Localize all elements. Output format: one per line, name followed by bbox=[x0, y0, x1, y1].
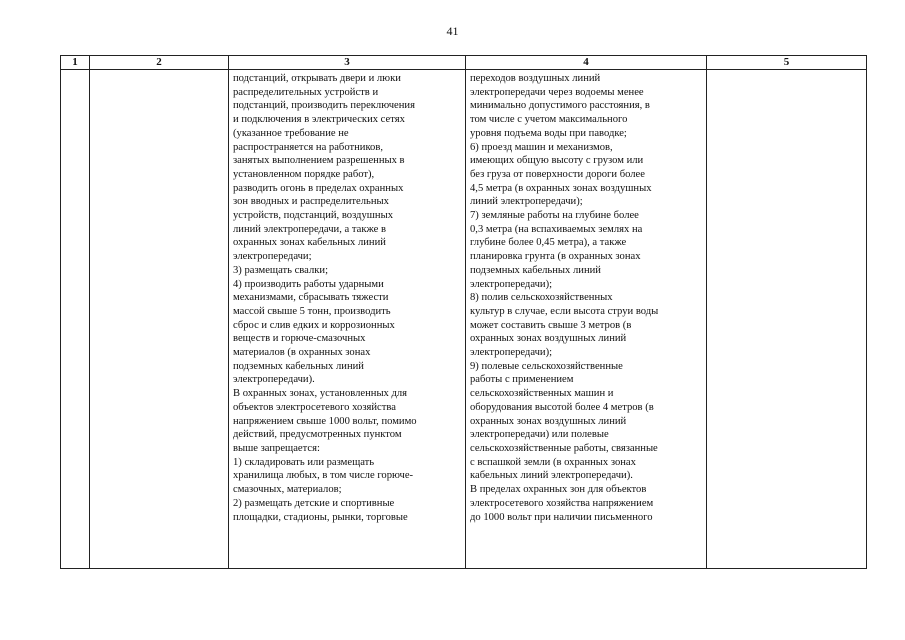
text-line: (указанное требование не bbox=[233, 127, 349, 139]
text-line: установленном порядке работ), bbox=[233, 168, 375, 180]
cell-col-1 bbox=[61, 70, 90, 569]
text-line: подземных кабельных линий bbox=[233, 360, 364, 372]
text-line: В пределах охранных зон для объектов bbox=[470, 484, 647, 496]
text-line: кабельных линий электропередачи). bbox=[470, 470, 633, 482]
text-line: электропередачи) или полевые bbox=[470, 429, 609, 441]
text-line: линий электропередачи); bbox=[470, 196, 583, 208]
text-line: хранилища любых, в том числе горюче- bbox=[233, 470, 414, 482]
text-line: том числе с учетом максимального bbox=[470, 114, 628, 126]
text-line: зон вводных и распределительных bbox=[233, 196, 389, 208]
cell-col-5 bbox=[707, 70, 867, 569]
text-line: 2) размещать детские и спортивные bbox=[233, 497, 395, 509]
text-line: 1) складировать или размещать bbox=[233, 456, 375, 468]
text-line: минимально допустимого расстояния, в bbox=[470, 100, 650, 112]
text-line: распределительных устройств и bbox=[233, 86, 379, 98]
text-line: с вспашкой земли (в охранных зонах bbox=[470, 456, 636, 468]
text-line: электропередачи). bbox=[233, 374, 315, 386]
text-line: 8) полив сельскохозяйственных bbox=[470, 292, 613, 304]
text-line: 0,3 метра (на вспахиваемых землях на bbox=[470, 223, 643, 235]
text-line: линий электропередачи, а также в bbox=[233, 223, 386, 235]
text-line: сельскохозяйственных машин и bbox=[470, 388, 614, 400]
text-line: имеющих общую высоту с грузом или bbox=[470, 155, 644, 167]
text-line: планировка грунта (в охранных зонах bbox=[470, 251, 641, 263]
text-line: действий, предусмотренных пунктом bbox=[233, 429, 402, 441]
col3-text bbox=[229, 70, 465, 568]
text-line: без груза от поверхности дороги более bbox=[470, 168, 645, 180]
text-line: оборудования высотой более 4 метров (в bbox=[470, 401, 654, 413]
text-line: 3) размещать свалки; bbox=[233, 264, 329, 276]
text-line: устройств, подстанций, воздушных bbox=[233, 210, 393, 222]
col4-text bbox=[466, 70, 706, 568]
regulation-table bbox=[60, 55, 867, 569]
text-line: электропередачи); bbox=[470, 347, 553, 359]
text-line: электропередачи через водоемы менее bbox=[470, 86, 644, 98]
text-line: культур в случае, если высота струи воды bbox=[470, 305, 659, 317]
text-line: 7) земляные работы на глубине более bbox=[470, 210, 639, 222]
text-line: электропередачи; bbox=[233, 251, 312, 263]
text-line: напряжением свыше 1000 вольт, помимо bbox=[233, 415, 417, 427]
column-header-2: 2 bbox=[90, 56, 229, 70]
text-line: 4,5 метра (в охранных зонах воздушных bbox=[470, 182, 652, 194]
page-number: 41 bbox=[446, 24, 459, 38]
text-line: 4) производить работы ударными bbox=[233, 278, 384, 290]
text-line: может составить свыше 3 метров (в bbox=[470, 319, 632, 331]
text-line: В охранных зонах, установленных для bbox=[233, 388, 408, 400]
text-line: охранных зонах кабельных линий bbox=[233, 237, 386, 249]
text-line: уровня подъема воды при паводке; bbox=[470, 127, 627, 139]
text-line: подстанций, открывать двери и люки bbox=[233, 73, 401, 84]
cell-col-2 bbox=[90, 70, 229, 569]
column-header-4: 4 bbox=[466, 56, 707, 70]
text-line: электросетевого хозяйства напряжением bbox=[470, 497, 654, 509]
text-line: массой свыше 5 тонн, производить bbox=[233, 305, 391, 317]
text-line: до 1000 вольт при наличии письменного bbox=[470, 511, 653, 523]
text-line: подземных кабельных линий bbox=[470, 264, 601, 276]
text-line: занятых выполнением разрешенных в bbox=[233, 155, 405, 167]
text-line: подстанций, производить переключения bbox=[233, 100, 415, 112]
text-line: переходов воздушных линий bbox=[470, 73, 601, 84]
text-line: материалов (в охранных зонах bbox=[233, 347, 371, 359]
text-line: работы с применением bbox=[470, 374, 574, 386]
text-line: механизмами, сбрасывать тяжести bbox=[233, 292, 389, 304]
text-line: смазочных, материалов; bbox=[233, 484, 342, 496]
text-line: разводить огонь в пределах охранных bbox=[233, 182, 404, 194]
column-header-1: 1 bbox=[61, 56, 90, 70]
text-line: площадки, стадионы, рынки, торговые bbox=[233, 511, 408, 523]
cell-col-4 bbox=[466, 70, 707, 569]
text-line: охранных зонах воздушных линий bbox=[470, 415, 627, 427]
text-line: сельскохозяйственные работы, связанные bbox=[470, 442, 658, 454]
text-line: объектов электросетевого хозяйства bbox=[233, 401, 396, 413]
text-line: и подключения в электрических сетях bbox=[233, 114, 405, 126]
text-line: сброс и слив едких и коррозионных bbox=[233, 319, 395, 331]
column-header-5: 5 bbox=[707, 56, 867, 70]
text-line: веществ и горюче-смазочных bbox=[233, 333, 366, 345]
text-line: 9) полевые сельскохозяйственные bbox=[470, 360, 623, 372]
table-header-row bbox=[61, 56, 867, 70]
cell-col-3 bbox=[229, 70, 466, 569]
text-line: электропередачи); bbox=[470, 278, 553, 290]
column-header-3: 3 bbox=[229, 56, 466, 70]
table-row bbox=[61, 70, 867, 569]
text-line: распространяется на работников, bbox=[233, 141, 384, 153]
text-line: выше запрещается: bbox=[233, 442, 320, 454]
text-line: охранных зонах воздушных линий bbox=[470, 333, 627, 345]
text-line: 6) проезд машин и механизмов, bbox=[470, 141, 613, 153]
text-line: глубине более 0,45 метра), а также bbox=[470, 237, 627, 249]
